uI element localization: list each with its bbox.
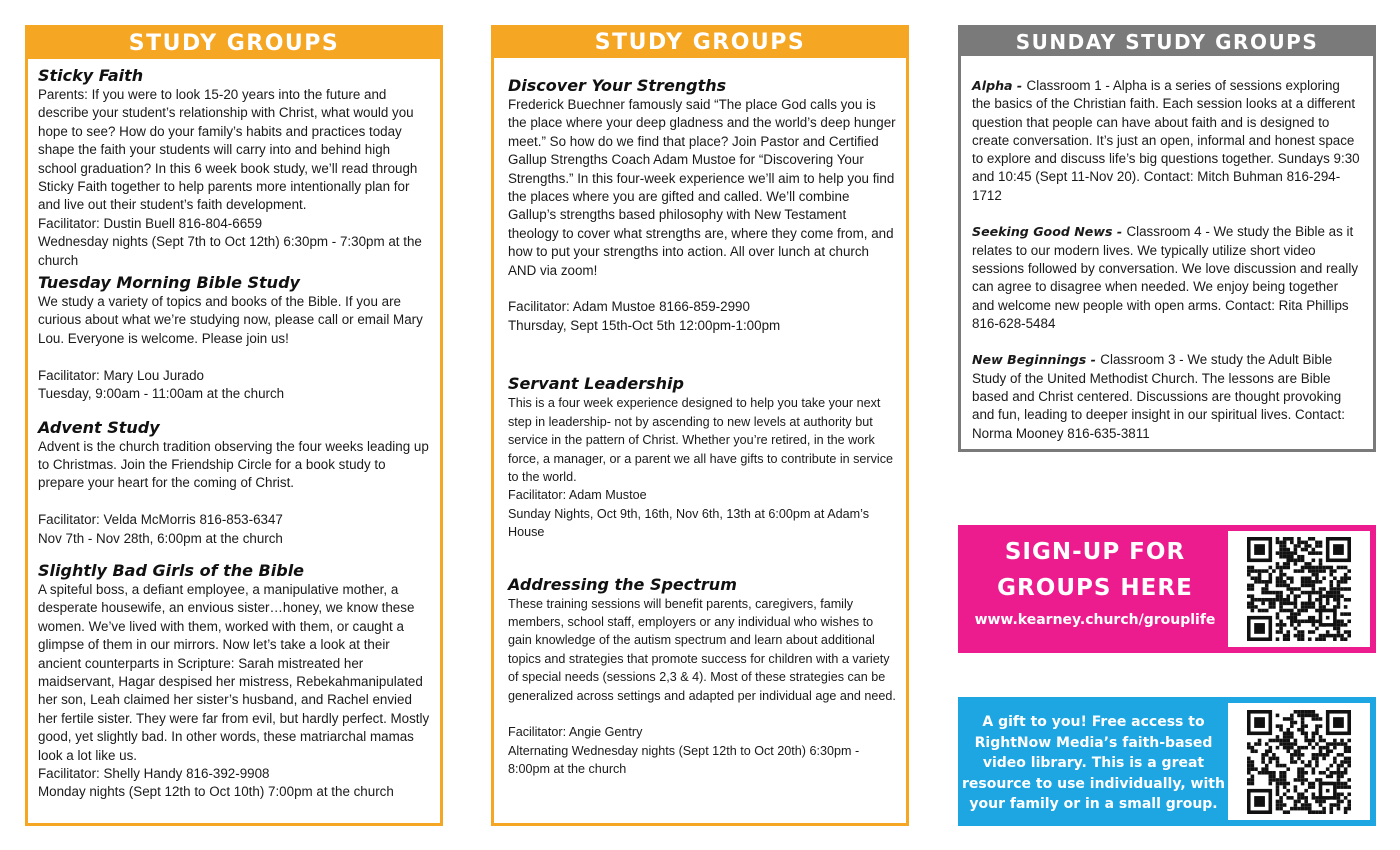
section-text-advent: Advent is the church tradition observing the four weeks leading up to Christmas. Join the Friendship Circle for a book study to prepare your heart for the coming of Christ. Facilitator: Velda McMorris 816-853-6347 Nov 7th - Nov 28th, 6:00pm at the church [38,438,429,546]
section-title-advent: Advent Study [38,417,160,437]
sunday-item-text: Classroom 4 - We study the Bible as it relates to our modern lives. We typically utilize short video sessions followed by conversation. We love discussion and really can agree to disagree when needed. We enjoy being together and welcome new people with open arms. Contact: Rita Phillips 816-628-5484 [972,224,1359,331]
panel-header: STUDY GROUPS [28,28,440,59]
sunday-item-text: Classroom 3 - We study the Adult Bible Study of the United Methodist Church. The lessons are Bible based and Christ centered. Discussions are thought provoking and fun, leading to deeper insight in our spiritual lives. Contact: Norma Mooney 816-635-3811 [972,352,1345,441]
sunday-item-new-beginnings [972,351,1361,442]
section-text-sticky-faith: Parents: If you were to look 15-20 years into the future and describe your student’s relationship with Christ, what would you hope to see? How do your family’s habits and practices today shape the faith your students will carry into and behind high school graduation? In this 6 week book study, we’ll read through Sticky Faith together to help parents more intentionally plan for and live out their student’s faith development. Facilitator: Dustin Buell 816-804-6659 Wednesday nights (Sept 7th to Oct 12th) 6:30pm - 7:30pm at the church [38,87,422,268]
section-title-slightly-bad-girls: Slightly Bad Girls of the Bible [38,560,305,580]
section-title-sticky-faith: Sticky Faith [38,66,144,85]
signup-title-line1: SIGN-UP FOR [1004,539,1186,565]
study-groups-panel-middle [491,25,909,826]
signup-url-link[interactable]: www.kearney.church/grouplife [974,612,1216,628]
sunday-item-name: Seeking Good News - [972,224,1127,240]
gift-text: A gift to you! Free access to RightNow Media’s faith-based video library. This is a great resource to use individually, with your family or in a small group. [962,714,1225,812]
signup-banner [958,525,1376,653]
section-text-slightly-bad-girls: A spiteful boss, a defiant employee, a manipulative mother, a desperate housewife, an envious sister…honey, we know these women. We’ve lived with them, worked with them, or caught a glimpse of them in our mirrors. Now let’s take a look at their ancient counterparts in Scripture: Sarah mistreated her maidservant, Hagar despised her mistress, Rebekahmanipulated her son, Leah claimed her sister’s husband, and Rachel envied her fertile sister. They were far from evil, but hardly perfect. Mostly good, yet slightly bad. In other words, these matriarchal mamas look a lot like us. Facilitator: Shelly Handy 816-392-9908 Monday nights (Sept 12th to Oct 10th) 7:00pm at the church [38,581,430,800]
section-title-servant-leadership: Servant Leadership [508,374,684,394]
signup-qr-container [1228,531,1370,647]
signup-text [961,528,1229,650]
panel-header: STUDY GROUPS [494,28,906,58]
panel-header: SUNDAY STUDY GROUPS [961,28,1373,56]
signup-title-line2: GROUPS HERE [997,575,1193,601]
sunday-item-alpha [972,77,1361,205]
sunday-study-groups-panel [958,25,1376,452]
sunday-item-text: Classroom 1 - Alpha is a series of sessions exploring the basics of the Christian faith. Each session looks at a different question that people can have about faith and is designed to create conversation. It’s just an open, informal and honest space to explore and discuss life’s big questions together. Sundays 9:30 and 10:45 (Sept 11-Nov 20). Contact: Mitch Buhman 816-294-1712 [972,78,1360,203]
section-text-tuesday-bible: We study a variety of topics and books of the Bible. If you are curious about what we’re studying now, please call or email Mary Lou. Everyone is welcome. Please join us! Facilitator: Mary Lou Jurado Tuesday, 9:00am - 11:00am at the church [38,294,423,402]
section-text-discover-strengths: Frederick Buechner famously said “The place God calls you is the place where your deep gladness and the world’s deep hunger meet.” So how do we find that place? Join Pastor and Certified Gallup Strengths Coach Adam Mustoe for “Discovering Your Strengths.” In this four-week experience we’ll aim to help you find the places where you are gifted and called. We’ll combine Gallup’s strengths based philosophy with New Testament theology to cover what strengths are, where they come from, and how to put your strengths into action. All over lunch at church AND via zoom! Facilitator: Adam Mustoe 8166-859-2990 Thursday, Sept 15th-Oct 5th 12:00pm-1:00pm [508,97,896,333]
signup-title [961,534,1229,606]
sunday-item-seeking-good-news [972,223,1361,333]
qr-code-icon[interactable] [1247,710,1351,814]
qr-code-icon[interactable] [1247,537,1351,641]
sunday-item-name: New Beginnings - [972,352,1101,368]
section-title-addressing-spectrum: Addressing the Spectrum [508,574,737,594]
rightnow-media-banner [958,697,1376,826]
section-title-tuesday-bible: Tuesday Morning Bible Study [38,273,300,293]
gift-qr-container [1228,703,1370,820]
study-groups-panel-left [25,25,443,826]
section-text-addressing-spectrum: These training sessions will benefit parents, caregivers, family members, school staff, employers or any individual who wishes to gain knowledge of the autism spectrum and learn about additional topics and strategies that promote success for children with a variety of special needs (sessions 2,3 & 4). Most of these strategies can be generalized across settings and adapted per individual age and need. Facilitator: Angie Gentry Alternating Wednesday nights (Sept 12th to Oct 20th) 6:30pm - 8:00pm at the church [508,596,896,777]
section-text-servant-leadership: This is a four week experience designed to help you take your next step in leadership- not by ascending to new levels at authority but service in the pattern of Christ. Whether you’re retired, in the work force, a manager, or a parent we all have gifts to contribute in service to the world. Facilitator: Adam Mustoe Sunday Nights, Oct 9th, 16th, Nov 6th, 13th at 6:00pm at Adam’s House [508,396,894,540]
section-title-discover-strengths: Discover Your Strengths [508,76,727,95]
sunday-item-name: Alpha - [972,78,1027,93]
